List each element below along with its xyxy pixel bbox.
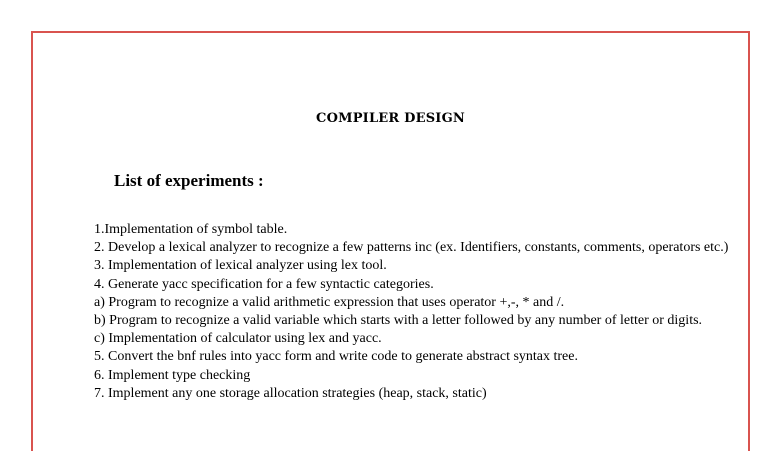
list-item: 4. Generate yacc specification for a few syntactic categories. bbox=[94, 276, 434, 292]
list-item: b) Program to recognize a valid variable which starts with a letter followed by any number of letter or digits. bbox=[94, 313, 703, 329]
list-item: a) Program to recognize a valid arithmetic expression that uses operator +,-, * and /. bbox=[94, 294, 565, 310]
list-item: 5. Convert the bnf rules into yacc form and write code to generate abstract syntax tree. bbox=[94, 349, 578, 365]
list-item: 1.Implementation of symbol table. bbox=[94, 222, 288, 237]
list-item: c) Implementation of calculator using lex and yacc. bbox=[94, 331, 382, 347]
list-item: 6. Implement type checking bbox=[94, 367, 251, 383]
document-page bbox=[31, 31, 750, 451]
list-item: 7. Implement any one storage allocation strategies (heap, stack, static) bbox=[94, 385, 487, 401]
list-item: 3. Implementation of lexical analyzer using lex tool. bbox=[94, 258, 387, 274]
list-item: 2. Develop a lexical analyzer to recognize a few patterns inc (ex. Identifiers, constants, comments, operators etc.) bbox=[94, 240, 729, 256]
experiments-heading: List of experiments : bbox=[114, 171, 264, 190]
document-title: COMPILER DESIGN bbox=[316, 111, 465, 126]
experiment-list bbox=[94, 221, 739, 403]
